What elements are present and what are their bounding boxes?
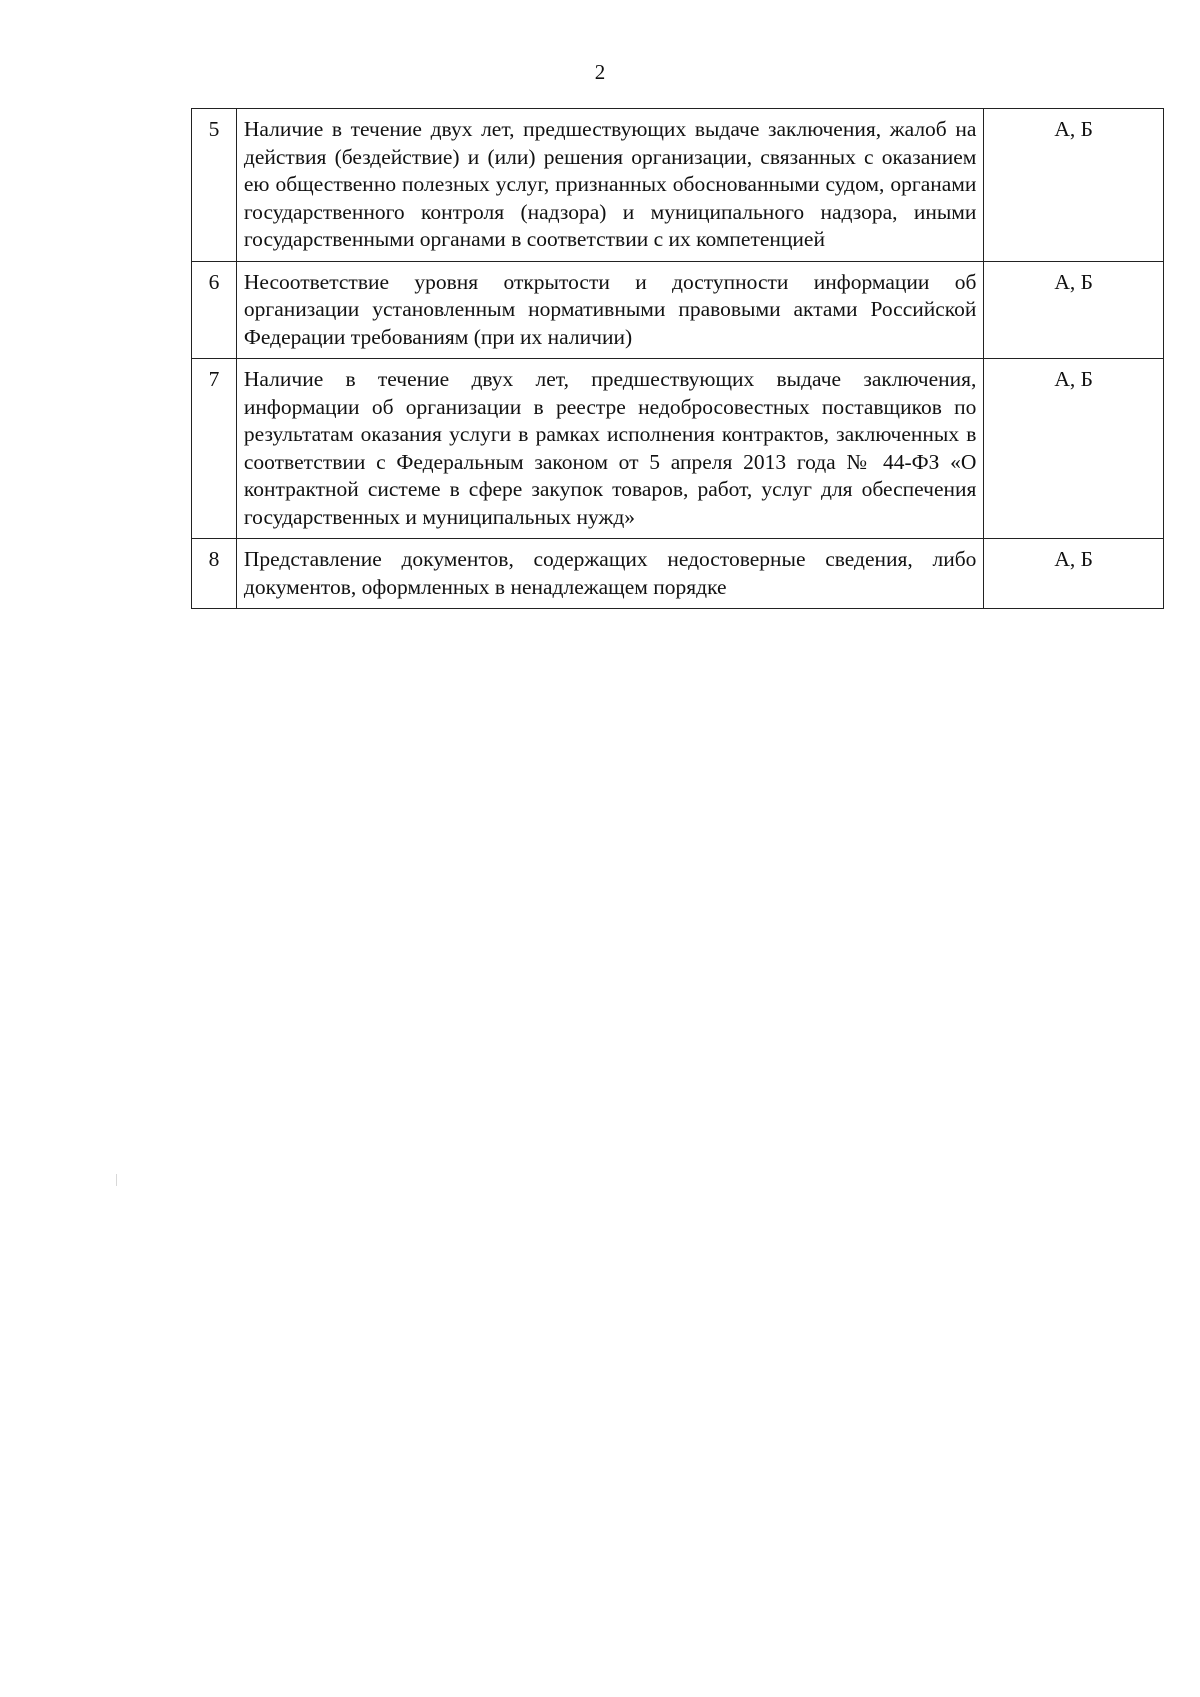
criteria-table bbox=[191, 108, 1164, 609]
table-row bbox=[192, 359, 1164, 539]
row-text: Наличие в течение двух лет, предшествующих выдаче заключения, жалоб на действия (бездействие) и (или) решения организации, связанных с оказанием ею общественно полезных услуг, признанных обоснованными судом, органами государственного контроля (надзора) и муниципального надзора, иными государственными органами в соответствии с их компетенцией bbox=[236, 109, 984, 262]
table-row bbox=[192, 261, 1164, 359]
row-number: 5 bbox=[192, 109, 237, 262]
row-code: А, Б bbox=[984, 539, 1164, 609]
row-code: А, Б bbox=[984, 261, 1164, 359]
row-number: 7 bbox=[192, 359, 237, 539]
table-row bbox=[192, 539, 1164, 609]
row-text: Несоответствие уровня открытости и доступности информации об организации установленным нормативными правовыми актами Российской Федерации требованиям (при их наличии) bbox=[236, 261, 984, 359]
page-number: 2 bbox=[594, 60, 606, 84]
row-code: А, Б bbox=[984, 359, 1164, 539]
row-number: 6 bbox=[192, 261, 237, 359]
row-number: 8 bbox=[192, 539, 237, 609]
row-text: Наличие в течение двух лет, предшествующих выдаче заключения, информации об организации в реестре недобросовестных поставщиков по результатам оказания услуги в рамках исполнения контрактов, заключенных в соответствии с Федеральным законом от 5 апреля 2013 года № 44-ФЗ «О контрактной системе в сфере закупок товаров, работ, услуг для обеспечения государственных и муниципальных нужд» bbox=[236, 359, 984, 539]
row-code: А, Б bbox=[984, 109, 1164, 262]
scan-artifact bbox=[116, 1174, 117, 1186]
row-text: Представление документов, содержащих недостоверные сведения, либо документов, оформленных в ненадлежащем порядке bbox=[236, 539, 984, 609]
table-row bbox=[192, 109, 1164, 262]
